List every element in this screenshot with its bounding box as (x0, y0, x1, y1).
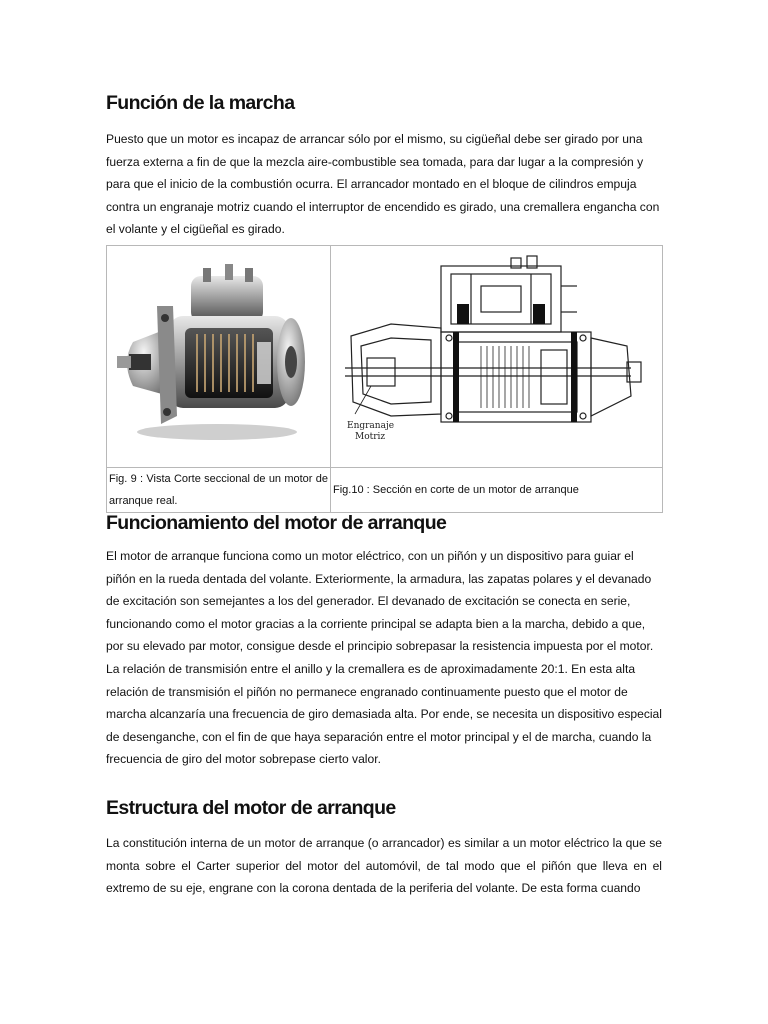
figure-10-caption: Fig.10 : Sección en corte de un motor de arranque (331, 468, 663, 513)
starter-motor-section-drawing (331, 246, 661, 462)
section-body-funcionamiento (106, 545, 662, 771)
fig10-label-motriz: Motriz (355, 432, 386, 442)
section-heading-funcionamiento: Funcionamiento del motor de arranque (106, 512, 447, 534)
figure-9-cell (107, 246, 331, 468)
starter-motor-photo (107, 246, 329, 462)
figure-table (106, 245, 663, 513)
section-body-estructura (106, 832, 662, 900)
section-heading-estructura: Estructura del motor de arranque (106, 797, 396, 819)
section-heading-funcion-marcha: Función de la marcha (106, 92, 295, 114)
paragraph: La constitución interna de un motor de arranque (o arrancador) es similar a un motor eléctrico la que se monta sobre el Carter superior del motor del automóvil, de tal modo que el piñón que lleva en el extremo de su eje, engrane con la corona dentada de la periferia del volante. De esta forma cuando (106, 836, 662, 896)
paragraph: Puesto que un motor es incapaz de arrancar sólo por el mismo, su cigüeñal debe ser girado por una fuerza externa a fin de que la mezcla aire-combustible sea tomada, para dar lugar a la compresión y para que el inicio de la combustión ocurra. El arrancador montado en el bloque de cilindros empuja contra un engranaje motriz cuando el interruptor de encendido es girado, una cremallera engancha con el volante y el cigüeñal es girado. (106, 132, 660, 237)
figure-10-cell (331, 246, 663, 468)
paragraph: La relación de transmisión entre el anillo y la cremallera es de aproximadamente 20:1. En esta alta relación de transmisión el piñón no permanece engranado continuamente puesto que el motor de marcha alcanzaría una frecuencia de giro demasiada alta. Por ende, se necesita un dispositivo especial de desenganche, con el fin de que haya separación entre el motor principal y el de marcha, cuando la frecuencia de giro del motor sobrepase cierto valor. (106, 661, 662, 767)
fig10-label-engranaje: Engranaje (347, 421, 395, 431)
figure-9-caption: Fig. 9 : Vista Corte seccional de un motor de arranque real. (107, 468, 331, 513)
paragraph: El motor de arranque funciona como un motor eléctrico, con un piñón y un dispositivo para guiar el piñón en la rueda dentada del volante. Exteriormente, la armadura, las zapatas polares y el devanado de excitación son semejantes a los del generador. El devanado de excitación se conecta en serie, funcionando como el motor gracias a la corriente principal se adapta bien a la marcha, debido a que, por su elevado par motor, consigue desde el principio sobrepasar la resistencia impuesta por el motor. (106, 549, 654, 654)
section-body-funcion-marcha (106, 128, 662, 241)
